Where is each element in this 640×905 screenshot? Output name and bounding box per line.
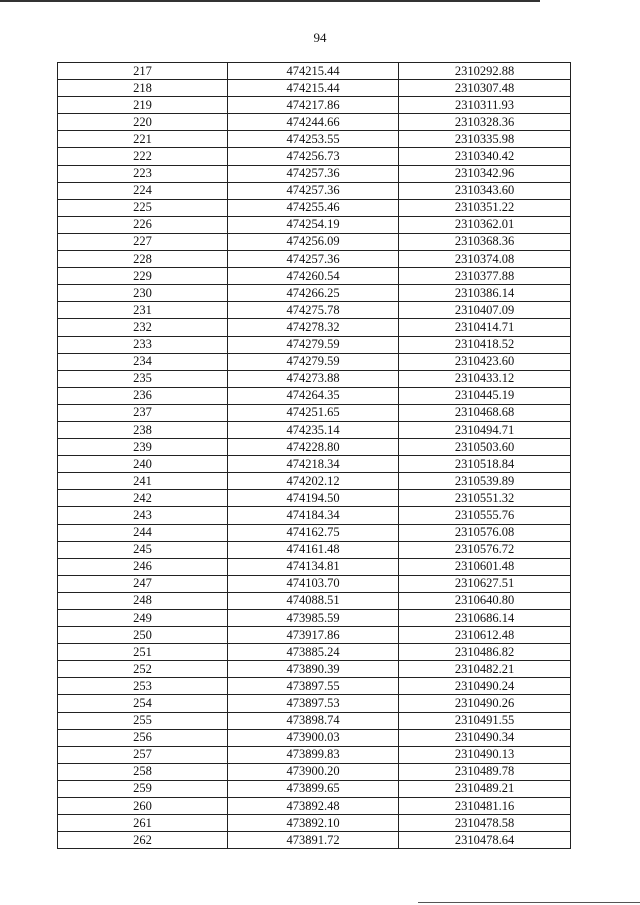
table-row xyxy=(58,216,571,233)
table-row xyxy=(58,404,571,421)
x-coordinate-cell: 474264.35 xyxy=(228,387,399,404)
y-coordinate-cell: 2310627.51 xyxy=(399,575,571,592)
table-row xyxy=(58,627,571,644)
point-number-cell: 249 xyxy=(58,610,228,627)
x-coordinate-cell: 474256.09 xyxy=(228,233,399,250)
y-coordinate-cell: 2310489.21 xyxy=(399,780,571,797)
point-number-cell: 220 xyxy=(58,114,228,131)
y-coordinate-cell: 2310555.76 xyxy=(399,507,571,524)
y-coordinate-cell: 2310482.21 xyxy=(399,661,571,678)
point-number-cell: 223 xyxy=(58,165,228,182)
x-coordinate-cell: 474161.48 xyxy=(228,541,399,558)
point-number-cell: 254 xyxy=(58,695,228,712)
point-number-cell: 247 xyxy=(58,575,228,592)
y-coordinate-cell: 2310414.71 xyxy=(399,319,571,336)
table-row xyxy=(58,644,571,661)
y-coordinate-cell: 2310490.13 xyxy=(399,746,571,763)
x-coordinate-cell: 474218.34 xyxy=(228,456,399,473)
y-coordinate-cell: 2310494.71 xyxy=(399,421,571,438)
table-row xyxy=(58,63,571,80)
table-row xyxy=(58,729,571,746)
top-rule xyxy=(0,0,540,2)
point-number-cell: 218 xyxy=(58,80,228,97)
point-number-cell: 248 xyxy=(58,592,228,609)
y-coordinate-cell: 2310576.72 xyxy=(399,541,571,558)
x-coordinate-cell: 474217.86 xyxy=(228,97,399,114)
point-number-cell: 224 xyxy=(58,182,228,199)
table-row xyxy=(58,798,571,815)
table-row xyxy=(58,114,571,131)
x-coordinate-cell: 473899.83 xyxy=(228,746,399,763)
x-coordinate-cell: 474228.80 xyxy=(228,439,399,456)
point-number-cell: 234 xyxy=(58,353,228,370)
point-number-cell: 242 xyxy=(58,490,228,507)
table-row xyxy=(58,541,571,558)
point-number-cell: 236 xyxy=(58,387,228,404)
x-coordinate-cell: 474279.59 xyxy=(228,353,399,370)
table-row xyxy=(58,80,571,97)
y-coordinate-cell: 2310468.68 xyxy=(399,404,571,421)
y-coordinate-cell: 2310551.32 xyxy=(399,490,571,507)
x-coordinate-cell: 473985.59 xyxy=(228,610,399,627)
x-coordinate-cell: 474215.44 xyxy=(228,63,399,80)
y-coordinate-cell: 2310374.08 xyxy=(399,251,571,268)
table-row xyxy=(58,695,571,712)
point-number-cell: 245 xyxy=(58,541,228,558)
point-number-cell: 225 xyxy=(58,199,228,216)
point-number-cell: 235 xyxy=(58,370,228,387)
y-coordinate-cell: 2310423.60 xyxy=(399,353,571,370)
y-coordinate-cell: 2310612.48 xyxy=(399,627,571,644)
y-coordinate-cell: 2310478.58 xyxy=(399,815,571,832)
point-number-cell: 226 xyxy=(58,216,228,233)
point-number-cell: 260 xyxy=(58,798,228,815)
x-coordinate-cell: 473897.53 xyxy=(228,695,399,712)
table-row xyxy=(58,251,571,268)
table-row xyxy=(58,558,571,575)
y-coordinate-cell: 2310481.16 xyxy=(399,798,571,815)
point-number-cell: 240 xyxy=(58,456,228,473)
x-coordinate-cell: 473917.86 xyxy=(228,627,399,644)
y-coordinate-cell: 2310433.12 xyxy=(399,370,571,387)
y-coordinate-cell: 2310418.52 xyxy=(399,336,571,353)
point-number-cell: 229 xyxy=(58,268,228,285)
y-coordinate-cell: 2310340.42 xyxy=(399,148,571,165)
y-coordinate-cell: 2310489.78 xyxy=(399,763,571,780)
table-row xyxy=(58,97,571,114)
table-row xyxy=(58,353,571,370)
point-number-cell: 230 xyxy=(58,285,228,302)
x-coordinate-cell: 473900.20 xyxy=(228,763,399,780)
y-coordinate-cell: 2310490.34 xyxy=(399,729,571,746)
point-number-cell: 259 xyxy=(58,780,228,797)
y-coordinate-cell: 2310368.36 xyxy=(399,233,571,250)
point-number-cell: 262 xyxy=(58,832,228,849)
table-row xyxy=(58,832,571,849)
x-coordinate-cell: 474278.32 xyxy=(228,319,399,336)
table-row xyxy=(58,575,571,592)
table-row xyxy=(58,524,571,541)
table-row xyxy=(58,473,571,490)
point-number-cell: 237 xyxy=(58,404,228,421)
y-coordinate-cell: 2310576.08 xyxy=(399,524,571,541)
table-row xyxy=(58,285,571,302)
point-number-cell: 243 xyxy=(58,507,228,524)
x-coordinate-cell: 474275.78 xyxy=(228,302,399,319)
point-number-cell: 246 xyxy=(58,558,228,575)
x-coordinate-cell: 473892.10 xyxy=(228,815,399,832)
point-number-cell: 239 xyxy=(58,439,228,456)
point-number-cell: 232 xyxy=(58,319,228,336)
table-row xyxy=(58,148,571,165)
table-row xyxy=(58,661,571,678)
table-row xyxy=(58,815,571,832)
y-coordinate-cell: 2310307.48 xyxy=(399,80,571,97)
table-row xyxy=(58,678,571,695)
y-coordinate-cell: 2310486.82 xyxy=(399,644,571,661)
x-coordinate-cell: 474255.46 xyxy=(228,199,399,216)
point-number-cell: 257 xyxy=(58,746,228,763)
bottom-rule xyxy=(418,902,640,903)
point-number-cell: 219 xyxy=(58,97,228,114)
x-coordinate-cell: 474134.81 xyxy=(228,558,399,575)
point-number-cell: 253 xyxy=(58,678,228,695)
x-coordinate-cell: 474194.50 xyxy=(228,490,399,507)
table-row xyxy=(58,302,571,319)
table-row xyxy=(58,199,571,216)
x-coordinate-cell: 474253.55 xyxy=(228,131,399,148)
y-coordinate-cell: 2310377.88 xyxy=(399,268,571,285)
table-row xyxy=(58,370,571,387)
point-number-cell: 258 xyxy=(58,763,228,780)
point-number-cell: 244 xyxy=(58,524,228,541)
y-coordinate-cell: 2310478.64 xyxy=(399,832,571,849)
x-coordinate-cell: 474260.54 xyxy=(228,268,399,285)
y-coordinate-cell: 2310503.60 xyxy=(399,439,571,456)
table-row xyxy=(58,763,571,780)
table-row xyxy=(58,507,571,524)
y-coordinate-cell: 2310490.24 xyxy=(399,678,571,695)
x-coordinate-cell: 473898.74 xyxy=(228,712,399,729)
y-coordinate-cell: 2310686.14 xyxy=(399,610,571,627)
x-coordinate-cell: 474215.44 xyxy=(228,80,399,97)
point-number-cell: 255 xyxy=(58,712,228,729)
point-number-cell: 241 xyxy=(58,473,228,490)
y-coordinate-cell: 2310292.88 xyxy=(399,63,571,80)
y-coordinate-cell: 2310490.26 xyxy=(399,695,571,712)
table-row xyxy=(58,131,571,148)
point-number-cell: 256 xyxy=(58,729,228,746)
table-row xyxy=(58,319,571,336)
x-coordinate-cell: 474257.36 xyxy=(228,165,399,182)
y-coordinate-cell: 2310518.84 xyxy=(399,456,571,473)
x-coordinate-cell: 473899.65 xyxy=(228,780,399,797)
table-row xyxy=(58,182,571,199)
x-coordinate-cell: 474251.65 xyxy=(228,404,399,421)
table-row xyxy=(58,746,571,763)
point-number-cell: 227 xyxy=(58,233,228,250)
x-coordinate-cell: 474257.36 xyxy=(228,251,399,268)
y-coordinate-cell: 2310335.98 xyxy=(399,131,571,148)
x-coordinate-cell: 473897.55 xyxy=(228,678,399,695)
table-row xyxy=(58,592,571,609)
x-coordinate-cell: 474273.88 xyxy=(228,370,399,387)
y-coordinate-cell: 2310601.48 xyxy=(399,558,571,575)
x-coordinate-cell: 473885.24 xyxy=(228,644,399,661)
point-number-cell: 238 xyxy=(58,421,228,438)
x-coordinate-cell: 474256.73 xyxy=(228,148,399,165)
point-number-cell: 221 xyxy=(58,131,228,148)
table-row xyxy=(58,233,571,250)
table-row xyxy=(58,490,571,507)
table-row xyxy=(58,268,571,285)
y-coordinate-cell: 2310328.36 xyxy=(399,114,571,131)
table-row xyxy=(58,336,571,353)
point-number-cell: 261 xyxy=(58,815,228,832)
x-coordinate-cell: 474257.36 xyxy=(228,182,399,199)
page-number: 94 xyxy=(313,30,327,45)
point-number-cell: 231 xyxy=(58,302,228,319)
table-row xyxy=(58,780,571,797)
y-coordinate-cell: 2310362.01 xyxy=(399,216,571,233)
table-row xyxy=(58,712,571,729)
x-coordinate-cell: 474244.66 xyxy=(228,114,399,131)
point-number-cell: 217 xyxy=(58,63,228,80)
x-coordinate-cell: 473900.03 xyxy=(228,729,399,746)
table-row xyxy=(58,439,571,456)
y-coordinate-cell: 2310342.96 xyxy=(399,165,571,182)
y-coordinate-cell: 2310407.09 xyxy=(399,302,571,319)
point-number-cell: 252 xyxy=(58,661,228,678)
y-coordinate-cell: 2310491.55 xyxy=(399,712,571,729)
x-coordinate-cell: 473890.39 xyxy=(228,661,399,678)
x-coordinate-cell: 474266.25 xyxy=(228,285,399,302)
point-number-cell: 228 xyxy=(58,251,228,268)
x-coordinate-cell: 473891.72 xyxy=(228,832,399,849)
y-coordinate-cell: 2310445.19 xyxy=(399,387,571,404)
coordinate-table xyxy=(57,62,571,849)
coordinate-table-body xyxy=(58,63,571,849)
table-row xyxy=(58,421,571,438)
point-number-cell: 233 xyxy=(58,336,228,353)
x-coordinate-cell: 474279.59 xyxy=(228,336,399,353)
y-coordinate-cell: 2310386.14 xyxy=(399,285,571,302)
x-coordinate-cell: 474202.12 xyxy=(228,473,399,490)
x-coordinate-cell: 474184.34 xyxy=(228,507,399,524)
y-coordinate-cell: 2310539.89 xyxy=(399,473,571,490)
point-number-cell: 251 xyxy=(58,644,228,661)
table-row xyxy=(58,610,571,627)
x-coordinate-cell: 474088.51 xyxy=(228,592,399,609)
table-row xyxy=(58,456,571,473)
point-number-cell: 250 xyxy=(58,627,228,644)
x-coordinate-cell: 474162.75 xyxy=(228,524,399,541)
y-coordinate-cell: 2310351.22 xyxy=(399,199,571,216)
y-coordinate-cell: 2310311.93 xyxy=(399,97,571,114)
x-coordinate-cell: 474235.14 xyxy=(228,421,399,438)
table-row xyxy=(58,387,571,404)
x-coordinate-cell: 474103.70 xyxy=(228,575,399,592)
y-coordinate-cell: 2310640.80 xyxy=(399,592,571,609)
y-coordinate-cell: 2310343.60 xyxy=(399,182,571,199)
x-coordinate-cell: 473892.48 xyxy=(228,798,399,815)
point-number-cell: 222 xyxy=(58,148,228,165)
x-coordinate-cell: 474254.19 xyxy=(228,216,399,233)
table-row xyxy=(58,165,571,182)
